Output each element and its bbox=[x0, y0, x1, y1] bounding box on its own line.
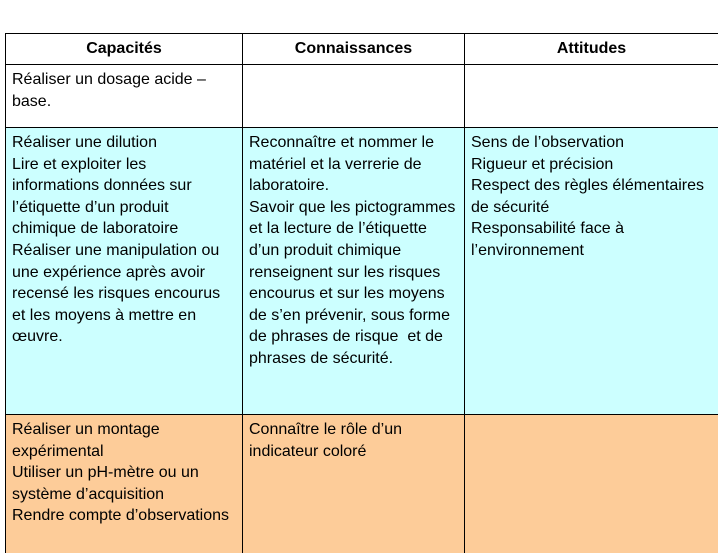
table-header-row bbox=[6, 34, 719, 65]
cell-attitudes bbox=[465, 128, 719, 415]
cell-line: Réaliser une manipulation ou une expérience après avoir recensé les risques encourus et les moyens à mettre en œuvre. bbox=[12, 240, 236, 348]
competences-table-container bbox=[5, 33, 718, 553]
cell-line: Sens de l’observation bbox=[471, 132, 712, 154]
competences-table bbox=[5, 33, 718, 553]
cell-line: Utiliser un pH-mètre ou un système d’acquisition bbox=[12, 462, 236, 505]
cell-line: Rigueur et précision bbox=[471, 154, 712, 176]
cell-line: Réaliser un dosage acide – base. bbox=[12, 69, 236, 112]
cell-connaissances bbox=[243, 128, 465, 415]
cell-capacites bbox=[6, 415, 243, 553]
cell-connaissances bbox=[243, 415, 465, 553]
cell-attitudes bbox=[465, 65, 719, 128]
cell-capacites bbox=[6, 128, 243, 415]
table-row bbox=[6, 65, 719, 128]
cell-line: Lire et exploiter les informations données sur l’étiquette d’un produit chimique de laboratoire bbox=[12, 154, 236, 240]
cell-line: Savoir que les pictogrammes et la lecture de l’étiquette d’un produit chimique renseignent sur les risques encourus et sur les moyens de s’en prévenir, sous forme de phrases de risque et de phrases de sécurité. bbox=[249, 197, 458, 370]
cell-line: Rendre compte d’observations bbox=[12, 505, 236, 527]
cell-line: Respect des règles élémentaires de sécurité bbox=[471, 175, 712, 218]
header-capacites: Capacités bbox=[6, 34, 243, 65]
cell-line: Réaliser une dilution bbox=[12, 132, 236, 154]
header-attitudes: Attitudes bbox=[465, 34, 719, 65]
cell-line: Réaliser un montage expérimental bbox=[12, 419, 236, 462]
cell-capacites bbox=[6, 65, 243, 128]
cell-line: Connaître le rôle d’un indicateur coloré bbox=[249, 419, 458, 462]
header-connaissances: Connaissances bbox=[243, 34, 465, 65]
table-row bbox=[6, 128, 719, 415]
table-row bbox=[6, 415, 719, 553]
cell-line: Responsabilité face à l’environnement bbox=[471, 218, 712, 261]
cell-attitudes bbox=[465, 415, 719, 553]
cell-connaissances bbox=[243, 65, 465, 128]
cell-line: Reconnaître et nommer le matériel et la verrerie de laboratoire. bbox=[249, 132, 458, 197]
